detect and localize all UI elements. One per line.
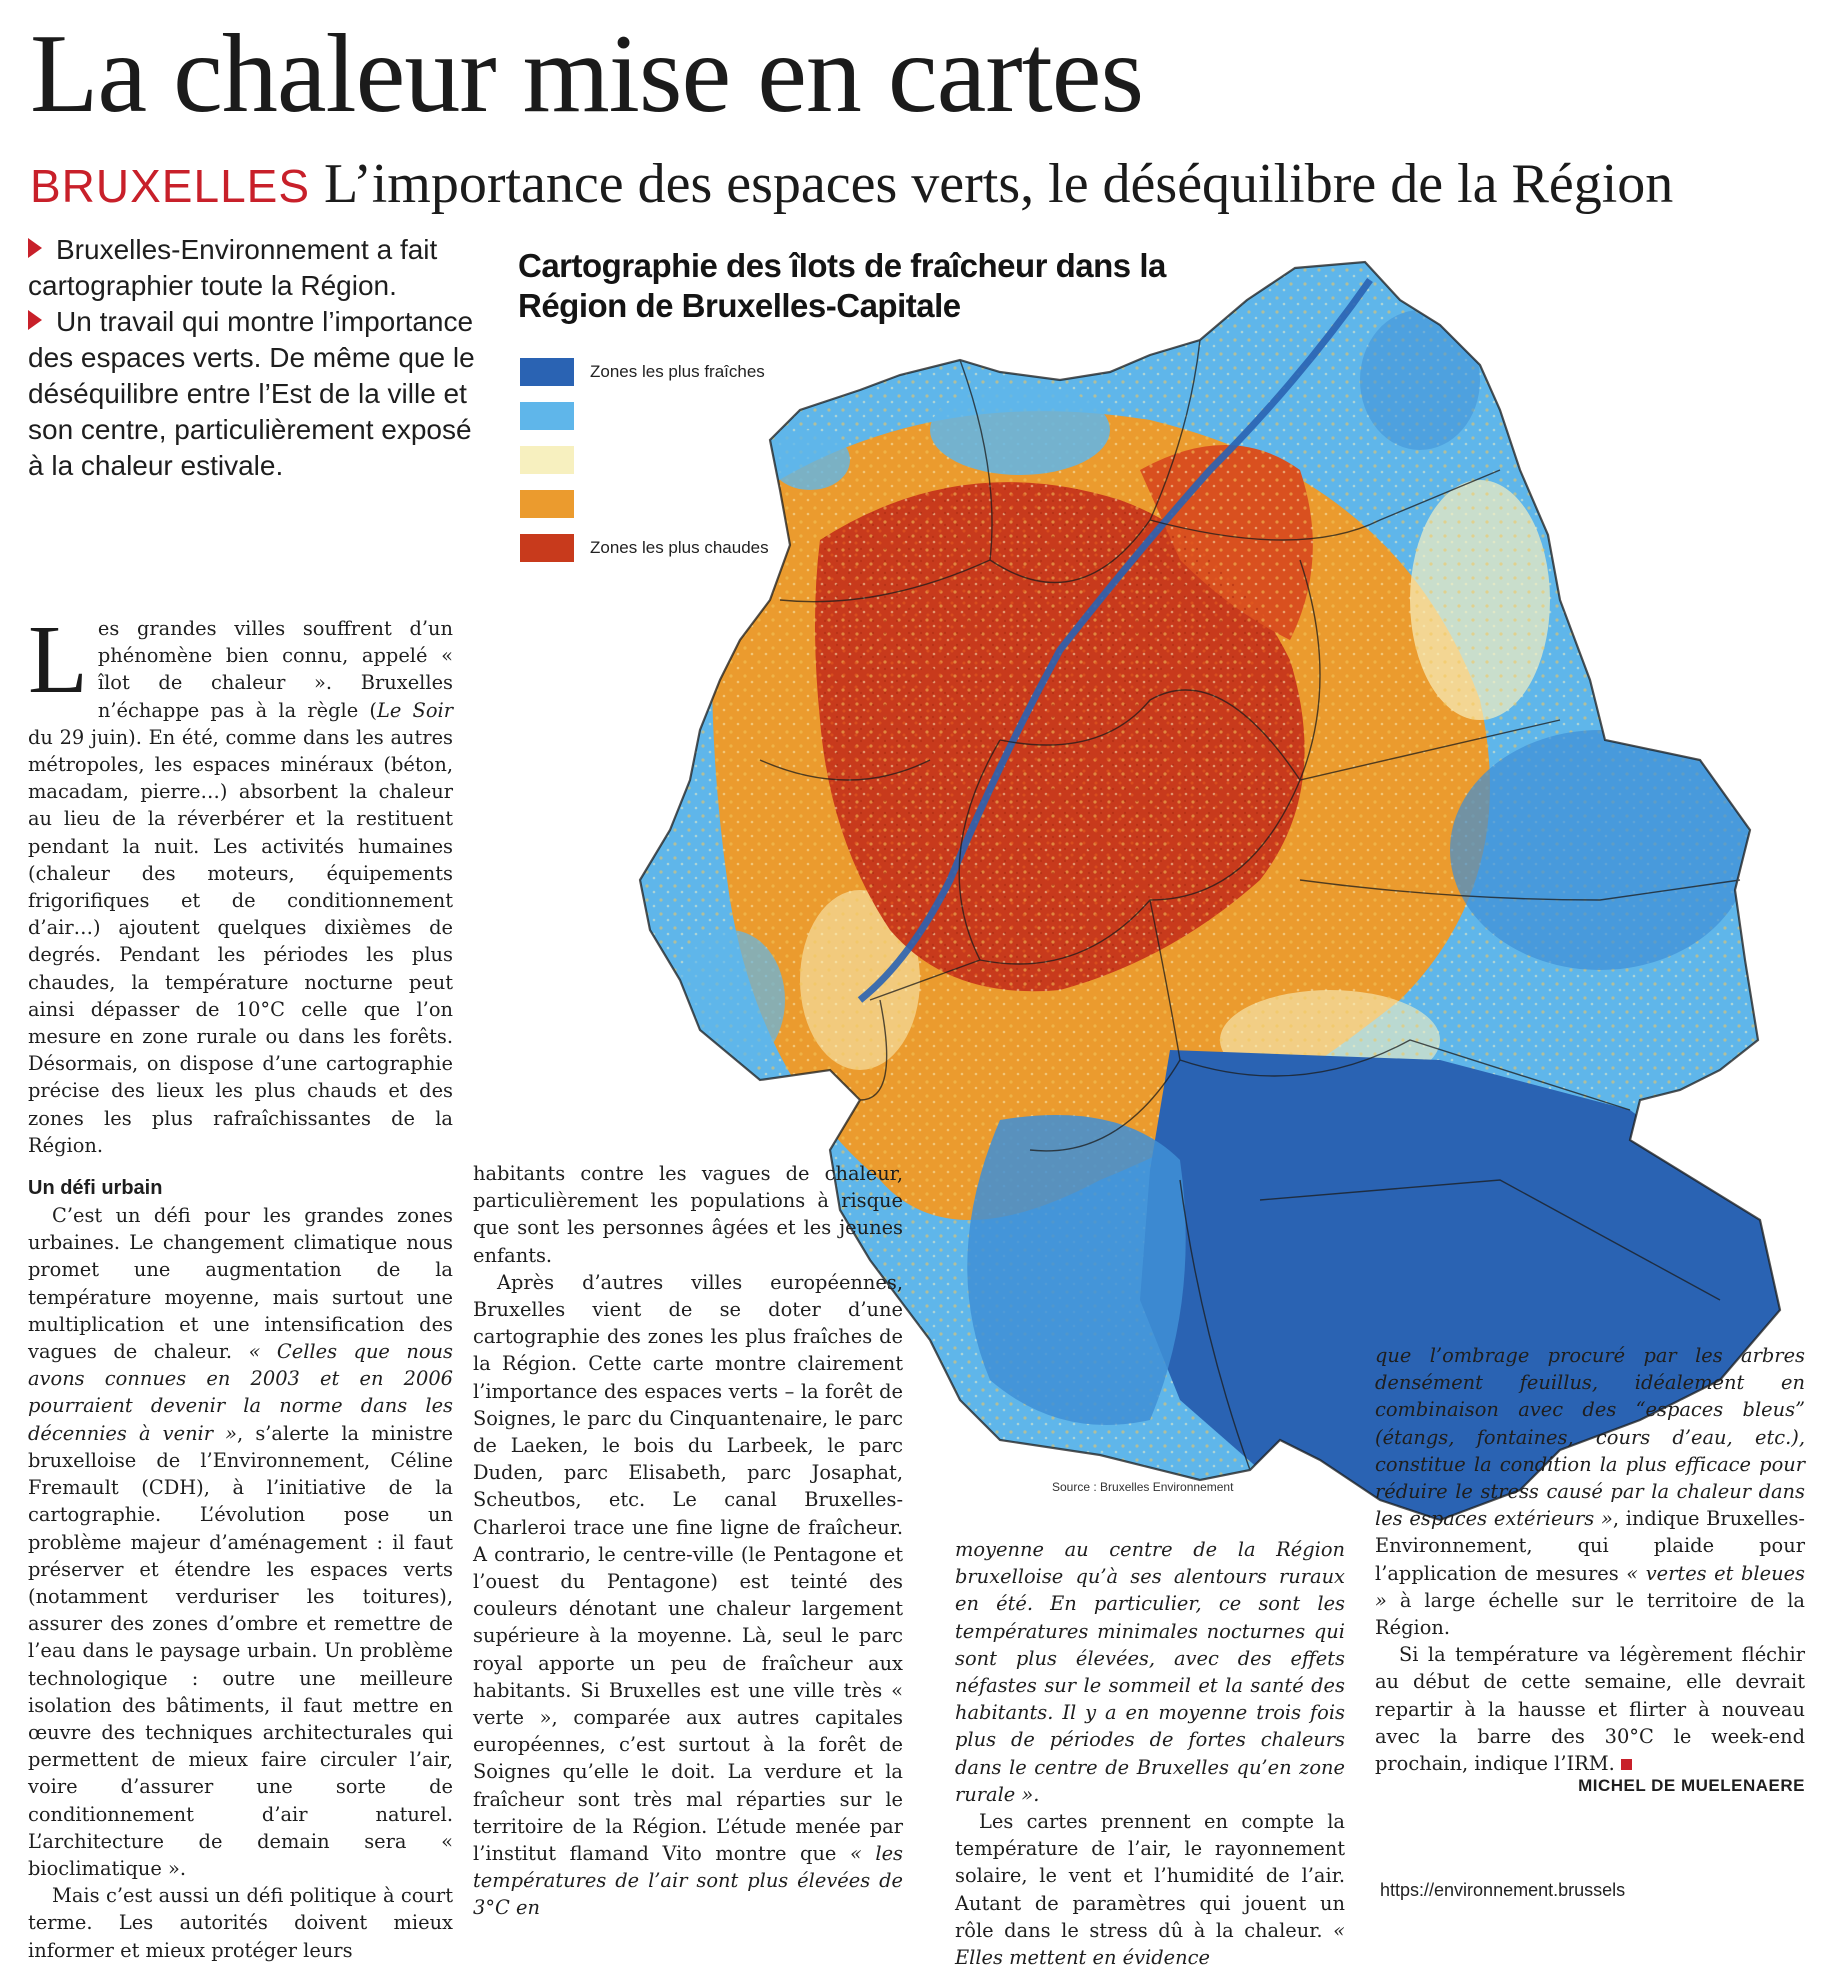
intro-bullet-1-text: Bruxelles-Environnement a fait cartographier toute la Région. [28,234,438,301]
author-signature: MICHEL DE MUELENAERE [1578,1776,1805,1795]
end-mark-icon [1621,1759,1632,1770]
paragraph-3: Mais c’est aussi un défi politique à court terme. Les autorités doivent mieux informer et mieux protéger leurs [28,1884,453,1962]
legend-swatch-coolest [520,358,574,386]
paragraph-5: Après d’autres villes européennes, Bruxelles vient de se doter d’une cartographie des zones les plus fraîches de la Région. Cette carte montre clairement l’importance des espaces verts – la forêt de Soignes, le parc du Cinquantenaire, le parc de Laeken, le bois du Larbeek, le parc Duden, parc Elisabeth, parc Josaphat, Scheutbos, etc. Le canal Bruxelles-Charleroi trace une fine ligne de fraîcheur. A contrario, le centre-ville (le Pentagone et l’ouest du Pentagone) est teinté des couleurs dénotant une chaleur largement supérieure à la moyenne. Là, seul le parc royal apporte un peu de fraîcheur aux habitants. Si Bruxelles est une ville très « verte », comparée aux autres capitales européennes, c’est surtout à la forêt de Soignes qu’elle le doit. La verdure et la fraîcheur sont très mal réparties sur le territoire de la Région. L’étude menée par l’institut flamand Vito montre que « les températures de l’air sont plus élevées de 3°C en [473,1270,904,1920]
legend-row-mid [520,438,769,482]
dropcap: L [28,606,88,714]
paragraph-1: Les grandes villes souffrent d’un phénomène bien connu, appelé « îlot de chaleur ». Bruxelles n’échappe pas à la règle (Le Soir du 29 juin). En été, comme dans les autres métropoles, les espaces minéraux (béton, macadam, pierre…) absorbent la chaleur au lieu de la réverbérer et la restituent pendant la nuit. Les activités humaines (chaleur des moteurs, équipements frigorifiques et de conditionnement d’air…) ajoutent quelques dixièmes de degrés. Pendant les périodes les plus chaudes, la température nocturne peut ainsi dépasser de 10°C celle que l’on mesure en zone rurale ou dans les forêts. Désormais, on dispose d’une cartographie précise des lieux les plus chauds et des zones les plus rafraîchissantes de la Région. [28,606,453,1157]
legend-swatch-hottest [520,534,574,562]
legend-row-coolest [520,350,769,394]
article-col-4 [1375,1342,1805,1777]
legend-swatch-warm [520,490,574,518]
legend-row-hottest [520,526,769,570]
paragraph-4: habitants contre les vagues de chaleur, particulièrement les populations à risque que sont les personnes âgées et les jeunes enfants. [473,1162,903,1267]
paragraph-2: C’est un défi pour les grandes zones urbaines. Le changement climatique nous promet une augmentation de la température moyenne, mais surtout une multiplication et une intensification des vagues de chaleur. « Celles que nous avons connues en 2003 et en 2006 pourraient devenir la norme dans les décennies à venir », s’alerte la ministre bruxelloise de l’Environnement, Céline Fremault (CDH), à l’initiative de la cartographie. L’évolution pose un problème majeur d’aménagement : il faut préserver et étendre les espaces verts (notamment verduriser les toitures), assurer des zones d’ombre et remettre de l’eau dans le paysage urbain. Un problème technologique : outre une meilleure isolation des bâtiments, il faut mettre en œuvre des techniques architecturales qui permettent de mieux faire circuler l’air, voire d’assurer une sorte de conditionnement d’air naturel. L’architecture de demain sera « bioclimatique ». [28,1204,453,1880]
article-col-2 [473,1160,903,1922]
legend-swatch-cool [520,402,574,430]
map-title: Cartographie des îlots de fraîcheur dans la Région de Bruxelles-Capitale [518,247,1166,324]
legend-label-hottest: Zones les plus chaudes [590,538,769,557]
article-col-1 [28,606,453,1964]
legend-row-cool [520,394,769,438]
paragraph-7: Les cartes prennent en compte la température de l’air, le rayonnement solaire, le vent et l’humidité de l’air. Autant de paramètres qui jouent un rôle dans le stress dû à la chaleur. « Elles mettent en évidence [955,1810,1345,1970]
legend-label-coolest: Zones les plus fraîches [590,362,765,381]
intro-bullet-2-text: Un travail qui montre l’importance des espaces verts. De même que le déséquilibre entre l’Est de la ville et son centre, particulièrement exposé à la chaleur estivale. [28,306,475,481]
kicker: BRUXELLES [30,160,311,212]
map-legend [520,350,769,570]
paragraph-9: Si la température va légèrement fléchir au début de cette semaine, elle devrait repartir à la hausse et flirter à nouveau avec la barre des 30°C le week-end prochain, indique l’IRM. [1375,1643,1805,1776]
headline: La chaleur mise en cartes [30,12,1144,136]
legend-row-warm [520,482,769,526]
section-subtitle: Un défi urbain [28,1177,163,1200]
legend-swatch-mid [520,446,574,474]
subhead-text: L’importance des espaces verts, le déséquilibre de la Région [324,153,1674,215]
map-source: Source : Bruxelles Environnement [1052,1480,1234,1494]
paragraph-8: que l’ombrage procuré par les arbres densément feuillus, idéalement en combinaison avec des “espaces bleus” (étangs, fontaines, cours d’eau, etc.), constitue la condition la plus efficace pour réduire le stress causé par la chaleur dans les espaces extérieurs », indique Bruxelles-Environnement, qui plaide pour l’application de mesures « vertes et bleues » à large échelle sur le territoire de la Région. [1375,1344,1805,1640]
source-url[interactable]: https://environnement.brussels [1380,1880,1626,1900]
paragraph-6: moyenne au centre de la Région bruxelloise qu’à ses alentours ruraux en été. En particulier, ce sont les températures minimales nocturnes qui sont plus élevées, avec des effets néfastes sur le sommeil et la santé des habitants. Il y a en moyenne trois fois plus de périodes de fortes chaleurs dans le centre de Bruxelles qu’en zone rurale ». [955,1538,1345,1806]
article-col-3 [955,1536,1345,1971]
